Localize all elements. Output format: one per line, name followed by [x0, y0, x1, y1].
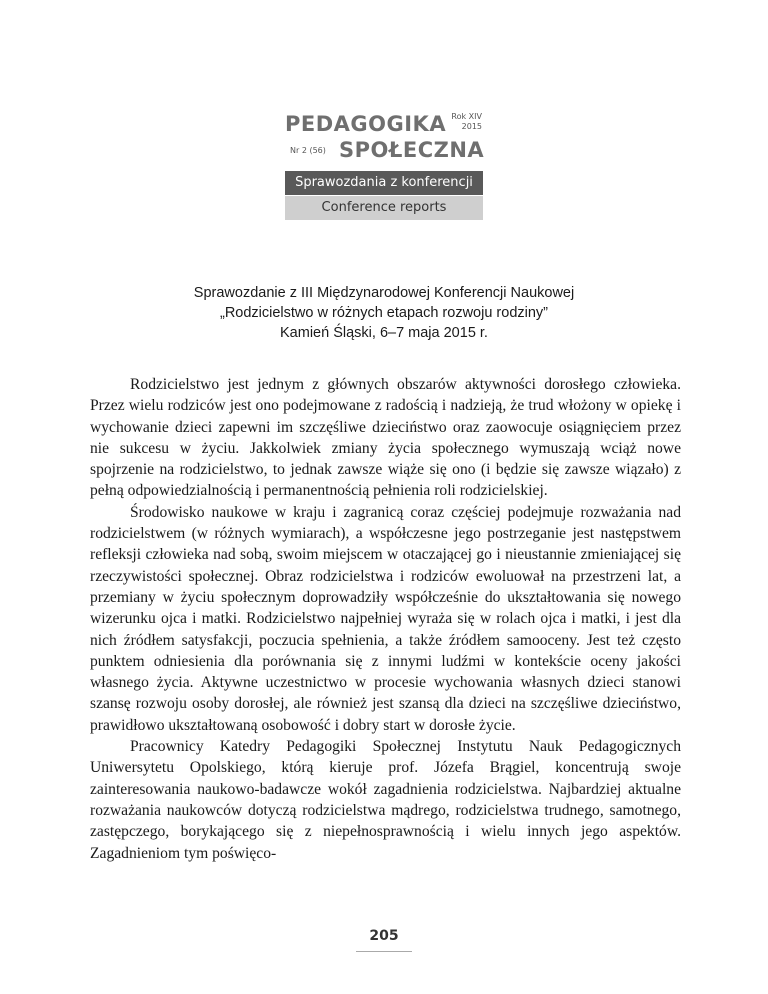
section-label-english: Conference reports [285, 196, 483, 220]
paragraph-2: Środowisko naukowe w kraju i zagranicą coraz częściej podejmuje rozważania nad rodzicielstwem (w różnych wymiarach), a współczesne jego postrzeganie jest następstwem refleksji człowieka nad sobą, swoim miejscem w otaczającej go i nieustannie zmieniającej się rzeczywistości społecznej. Obraz rodzicielstwa i rodziców ewoluował na przestrzeni lat, a przemiany w życiu społecznym doprowadziły współcześnie do ukształtowania się nowego wizerunku ojca i matki. Rodzicielstwo najpełniej wyraża się w rolach ojca i matki, i jest dla nich źródłem satysfakcji, poczucia spełnienia, a także źródłem samooceny. Jest też często punktem odniesienia dla porównania się z innymi ludźmi w kontekście oceny jakości własnego życia. Aktywne uczestnictwo w procesie wychowania własnych dzieci stanowi szansę rozwoju osoby dorosłej, ale również jest szansą dla dzieci na szczęśliwe dzieciństwo, prawidłowo ukształtowaną osobowość i dobry start w dorosłe życie. [90, 503, 681, 734]
report-title-line3: Kamień Śląski, 6–7 maja 2015 r. [280, 325, 488, 341]
report-title-line2: „Rodzicielstwo w różnych etapach rozwoju rodziny” [220, 305, 548, 321]
page-number: 205 [369, 928, 399, 944]
article-body [90, 374, 681, 864]
volume-year [444, 112, 482, 132]
journal-title-line2: SPOŁECZNA [339, 138, 485, 162]
page-number-rule [356, 951, 412, 952]
report-title-line1: Sprawozdanie z III Międzynarodowej Konferencji Naukowej [193, 285, 575, 301]
issue-number: Nr 2 (56) [290, 146, 326, 155]
year-label: 2015 [461, 122, 482, 131]
section-label-polish: Sprawozdania z konferencji [285, 171, 483, 195]
paragraph-1: Rodzicielstwo jest jednym z głównych obszarów aktywności dorosłego człowieka. Przez wielu rodziców jest ono podejmowane z radością i nadzieją, że trud włożony w opiekę i wychowanie dzieci zapewni im szczęśliwe dzieciństwo oraz zaowocuje osiągnięciem przez nie sukcesu w życiu. Jakkolwiek zmiany życia społecznego wymuszają wciąż nowe spojrzenie na rodzicielstwo, to jednak zawsze wiąże się ono (i będzie się zawsze wiązało) z pełną odpowiedzialnością i permanentnością pełnienia roli rodzicielskiej. [90, 376, 681, 500]
journal-title-line1: PEDAGOGIKA [285, 112, 447, 136]
report-title [0, 283, 768, 343]
paragraph-3: Pracownicy Katedry Pedagogiki Społecznej Instytutu Nauk Pedagogicznych Uniwersytetu Opolskiego, którą kieruje prof. Józefa Brągiel, koncentrują swoje zainteresowania naukowo-badawcze wokół zagadnienia rodzicielstwa. Najbardziej aktualne rozważania naukowców dotyczą rodzicielstwa mądrego, rodzicielstwa trudnego, samotnego, zastępczego, borykającego się z niepełnosprawnością i wielu innych jego aspektów. Zagadnieniom tym poświęco- [90, 738, 681, 862]
journal-header [0, 108, 768, 228]
volume-label: Rok XIV [451, 112, 482, 121]
